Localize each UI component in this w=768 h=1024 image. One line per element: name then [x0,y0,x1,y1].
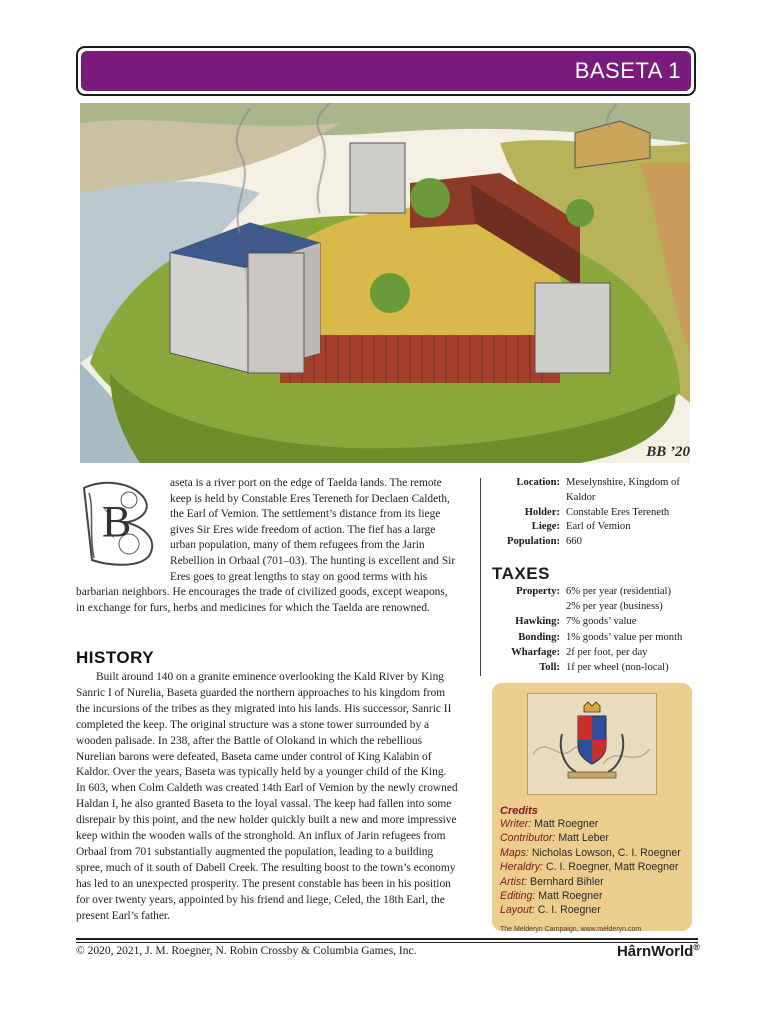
copyright-notice: © 2020, 2021, J. M. Roegner, N. Robin Crossby & Columbia Games, Inc. [76,945,417,957]
tax-value: 2% per year (business) [566,601,663,613]
tax-row-toll [490,660,700,675]
dropcap-b [74,478,164,566]
tax-row-property-business [490,599,700,614]
footer-rule [76,938,698,940]
fact-key: Holder: [524,506,560,518]
fact-key: Population: [507,536,560,548]
castle-drawing [80,103,690,463]
credit-role: Layout: [500,904,535,917]
credit-name: Matt Leber [558,832,609,845]
credit-name: Bernhard Bihler [530,875,604,888]
dropcap-letter: B [102,497,132,546]
fact-value: Earl of Vemion [566,521,631,533]
credits-title: Credits [500,805,538,817]
fact-value: Meselynshire, Kingdom of Kaldor [566,477,680,503]
tax-value: 7% goods’ value [566,616,637,628]
fact-row-holder [490,506,698,521]
credit-name: Matt Roegner [538,890,603,903]
credit-name: C. I. Roegner, Matt Roegner [545,861,679,874]
credit-line-layout [500,903,684,917]
tax-row-bonding [490,630,700,645]
credit-name: Matt Roegner [534,818,599,830]
tax-row-property [490,584,700,599]
brand-logo [617,942,700,960]
tax-value: 6% per year (residential) [566,586,672,597]
fact-value: 660 [566,536,582,548]
tax-key: Toll: [539,662,560,674]
credit-line-contributor [500,831,684,845]
credit-name: Nicholas Lowson, C. I. Roegner [531,846,681,859]
fact-row-liege [490,520,698,535]
history-paragraph: Built around 140 on a granite eminence overlooking the Kald River by King Sanric I of Nurelia, Baseta guarded the northern approaches to his kingdom from the incursions of the tribes as they migrated into his lands. His successor, Sanric II completed the keep. The original structure was a stone tower surrounded by a wooden palisade. In 238, after the Battle of Olokand in which the rebellious Nurelian barons were defeated, Baseta came under control of King Kalabin of Kaldor. Over the years, Baseta was typically held by a younger child of the King. In 603, when Colm Caldeth was created 14th Earl of Vemion by the newly crowned Haldan I, he also granted Baseta to the loyal vassal. The keep had fallen into some disrepair by this point, and the new holder quickly built a new and more impressive keep within the wooden walls of the stronghold. An influx of Jarin refugees from Orbaal from 701 substantially augmented the population, leading to a building spree, much of it south of Dabell Creek. The resulting boost to the town’s economy has led to an unexpected prosperity. The present constable has been in his position for over twenty years, appointed by his friend and liege, Celed, the 18th Earl, the present Earl’s father. [76,671,458,922]
brand-name: HârnWorld [616,943,694,960]
crest-icon [528,694,656,794]
fief-facts [490,476,698,550]
tax-value: 1f per wheel (non-local) [566,662,669,674]
title-banner [76,46,696,96]
registered-mark: ® [693,942,700,952]
artist-signature: BB ’20 [646,444,690,460]
tax-row-hawking [490,614,700,629]
tax-row-wharfage [490,645,700,660]
intro-paragraph: aseta is a river port on the edge of Taelda lands. The remote keep is held by Constable Eres Tereneth for Declaen Caldeth, the Earl of Vemion. The settlement’s distance from its liege gives Sir Eres wide freedom of action. The fief has a large urban population, many of them refugees from the Jarin Rebellion in Orbaal (701–03). The hunting is excellent and Sir Eres goes to great lengths to stay on good terms with his barbarian neighbors. He encourages the trade of civilized goods, except weapons, in exchange for furs, herbs and medicines for which the Taelda are renowned. [76,477,456,614]
tax-value: 2f per foot, per day [566,646,648,658]
credit-line-editing [500,889,684,903]
page-title: BASETA 1 [574,58,681,83]
credit-name: C. I. Roegner [537,904,601,917]
history-heading: HISTORY [76,648,155,667]
credit-role: Contributor: [500,832,556,845]
dropcap-illumination [74,478,164,566]
credit-role: Maps: [500,846,529,859]
column-divider [480,478,481,676]
credit-role: Heraldry: [500,861,543,874]
heraldry-crest [527,693,657,795]
tax-key: Property: [516,586,560,597]
intro-section [76,476,458,616]
fact-row-location [490,476,698,506]
castle-illustration [80,103,690,463]
footer-rule-thin [76,942,698,943]
credits-box [492,683,692,931]
credit-line-heraldry [500,860,684,874]
taxes-heading: TAXES [492,564,550,583]
credit-role: Writer: [500,818,532,830]
credit-role: Artist: [500,875,528,888]
tax-key [490,599,566,614]
title-banner-fill [81,51,691,91]
fact-row-population [490,535,698,550]
tax-key: Wharfage: [511,646,560,658]
credits-footer-link[interactable]: The Melderyn Campaign, www.melderyn.com [500,925,642,933]
credit-line-artist [500,875,684,889]
tax-value: 1% goods’ value per month [566,631,683,643]
credit-line-maps [500,846,684,860]
fact-key: Liege: [531,521,560,533]
credit-line-writer [500,817,684,831]
tax-key: Bonding: [518,631,560,643]
fact-value: Constable Eres Tereneth [566,506,670,518]
credit-role: Editing: [500,890,536,903]
fact-key: Location: [516,477,560,488]
tax-key: Hawking: [515,616,560,628]
taxes-table [490,584,700,675]
